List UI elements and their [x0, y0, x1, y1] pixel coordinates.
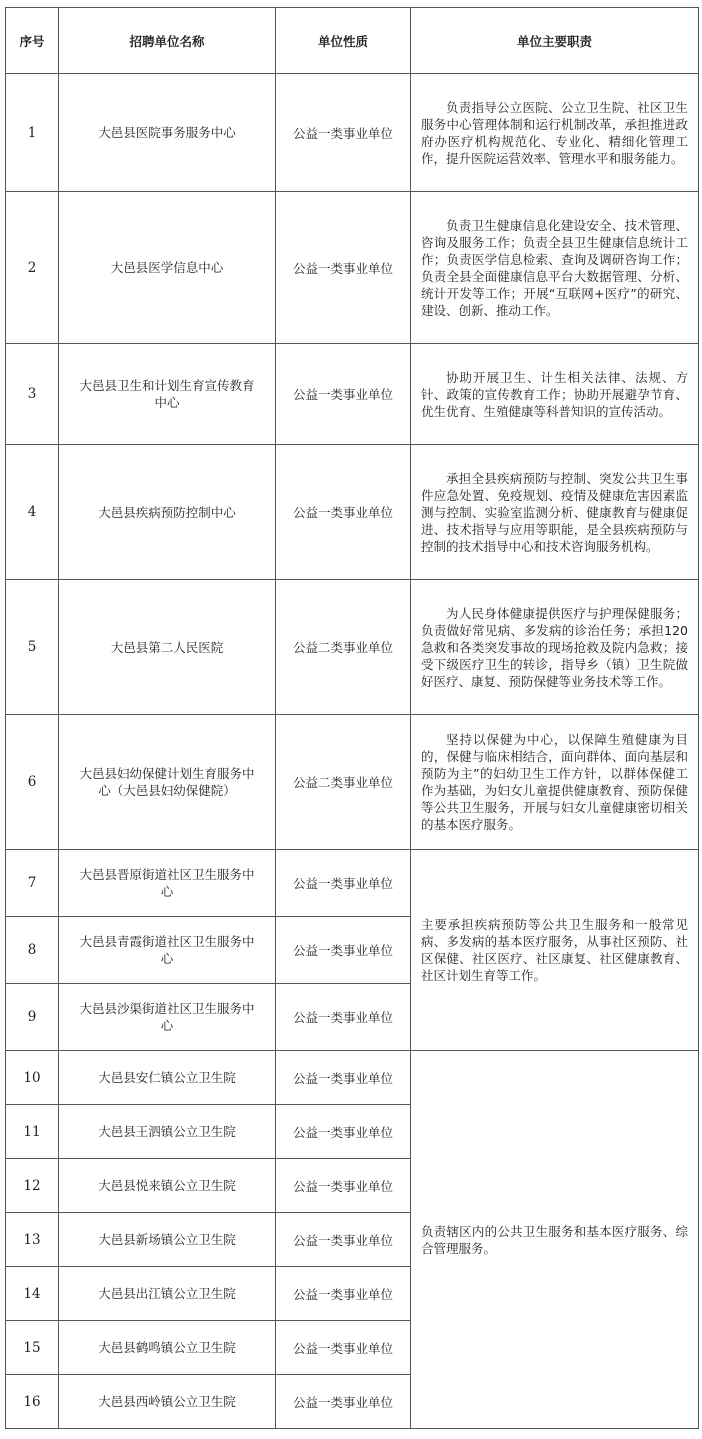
row-number: 2 [6, 192, 59, 344]
table-row [6, 445, 699, 580]
unit-duty: 负责卫生健康信息化建设安全、技术管理、咨询及服务工作；负责全县卫生健康信息统计工作；负责医学信息检索、查询及调研咨询工作；负责全县全面健康信息平台大数据管理、分析、统计开发等工作；开展“互联网+医疗”的研究、建设、创新、推动工作。 [421, 217, 688, 318]
unit-name: 大邑县晋原街道社区卫生服务中心 [59, 850, 276, 917]
row-number: 13 [6, 1213, 59, 1267]
unit-nature: 公益一类事业单位 [276, 74, 411, 192]
row-number: 4 [6, 445, 59, 580]
unit-name: 大邑县新场镇公立卫生院 [59, 1213, 276, 1267]
unit-duty: 协助开展卫生、计生相关法律、法规、方针、政策的宣传教育工作；协助开展避孕节育、优生优育、生殖健康等科普知识的宣传活动。 [421, 369, 688, 419]
unit-nature: 公益一类事业单位 [276, 1051, 411, 1105]
unit-nature: 公益一类事业单位 [276, 917, 411, 984]
unit-duty-cell [411, 715, 699, 850]
table-row [6, 1051, 699, 1105]
unit-name: 大邑县妇幼保健计划生育服务中心（大邑县妇幼保健院） [59, 715, 276, 850]
row-number: 7 [6, 850, 59, 917]
unit-nature: 公益一类事业单位 [276, 850, 411, 917]
unit-name: 大邑县悦来镇公立卫生院 [59, 1159, 276, 1213]
unit-name: 大邑县出江镇公立卫生院 [59, 1267, 276, 1321]
row-number: 3 [6, 344, 59, 445]
table-row [6, 344, 699, 445]
row-number: 5 [6, 580, 59, 715]
unit-duty-cell [411, 445, 699, 580]
unit-nature: 公益一类事业单位 [276, 1321, 411, 1375]
unit-duty-cell [411, 192, 699, 344]
community-duty-cell [411, 850, 699, 1051]
unit-duty: 坚持以保健为中心，以保障生殖健康为目的，保健与临床相结合，面向群体、面向基层和预防为主”的妇幼卫生工作方针，以群体保健工作为基础，为妇女儿童提供健康教育、预防保健等公共卫生服务，开展与妇女儿童健康密切相关的基本医疗服务。 [421, 732, 688, 832]
unit-name: 大邑县沙渠街道社区卫生服务中心 [59, 984, 276, 1051]
unit-duty: 承担全县疾病预防与控制、突发公共卫生事件应急处置、免疫规划、疫情及健康危害因素监测与控制、实验室监测分析、健康教育与健康促进、技术指导与应用等职能，是全县疾病预防与控制的技术指导中心和技术咨询服务机构。 [421, 470, 688, 554]
table-row [6, 74, 699, 192]
unit-nature: 公益一类事业单位 [276, 1375, 411, 1429]
unit-nature: 公益一类事业单位 [276, 1105, 411, 1159]
unit-name: 大邑县鹤鸣镇公立卫生院 [59, 1321, 276, 1375]
unit-nature: 公益二类事业单位 [276, 715, 411, 850]
unit-duty-cell [411, 580, 699, 715]
unit-duty-cell [411, 344, 699, 445]
row-number: 14 [6, 1267, 59, 1321]
header-no: 序号 [6, 8, 59, 74]
community-duty: 主要承担疾病预防等公共卫生服务和一般常见病、多发病的基本医疗服务，从事社区预防、社区保健、社区医疗、社区康复、社区健康教育、社区计划生育等工作。 [421, 917, 688, 983]
recruitment-units-table [5, 7, 699, 1429]
table-row [6, 715, 699, 850]
unit-name: 大邑县西岭镇公立卫生院 [59, 1375, 276, 1429]
table-row [6, 580, 699, 715]
row-number: 8 [6, 917, 59, 984]
row-number: 16 [6, 1375, 59, 1429]
unit-name: 大邑县卫生和计划生育宣传教育中心 [59, 344, 276, 445]
header-unit-name: 招聘单位名称 [59, 8, 276, 74]
unit-nature: 公益一类事业单位 [276, 1267, 411, 1321]
table-row [6, 850, 699, 917]
header-unit-nature: 单位性质 [276, 8, 411, 74]
unit-nature: 公益二类事业单位 [276, 580, 411, 715]
township-duty: 负责辖区内的公共卫生服务和基本医疗服务、综合管理服务。 [421, 1223, 688, 1256]
unit-nature: 公益一类事业单位 [276, 445, 411, 580]
unit-name: 大邑县王泗镇公立卫生院 [59, 1105, 276, 1159]
row-number: 11 [6, 1105, 59, 1159]
unit-nature: 公益一类事业单位 [276, 1213, 411, 1267]
table-row [6, 192, 699, 344]
row-number: 15 [6, 1321, 59, 1375]
unit-name: 大邑县第二人民医院 [59, 580, 276, 715]
unit-name: 大邑县安仁镇公立卫生院 [59, 1051, 276, 1105]
row-number: 6 [6, 715, 59, 850]
unit-nature: 公益一类事业单位 [276, 1159, 411, 1213]
unit-nature: 公益一类事业单位 [276, 192, 411, 344]
unit-duty-cell [411, 74, 699, 192]
header-unit-duties: 单位主要职责 [411, 8, 699, 74]
unit-name: 大邑县医学信息中心 [59, 192, 276, 344]
table-header-row [6, 8, 699, 74]
row-number: 10 [6, 1051, 59, 1105]
unit-name: 大邑县医院事务服务中心 [59, 74, 276, 192]
unit-duty: 负责指导公立医院、公立卫生院、社区卫生服务中心管理体制和运行机制改革，承担推进政府办医疗机构规范化、专业化、精细化管理工作，提升医院运营效率、管理水平和服务能力。 [421, 99, 688, 166]
row-number: 12 [6, 1159, 59, 1213]
unit-nature: 公益一类事业单位 [276, 344, 411, 445]
row-number: 1 [6, 74, 59, 192]
unit-name: 大邑县青霞街道社区卫生服务中心 [59, 917, 276, 984]
unit-name: 大邑县疾病预防控制中心 [59, 445, 276, 580]
unit-duty: 为人民身体健康提供医疗与护理保健服务；负责做好常见病、多发病的诊治任务；承担120急救和各类突发事故的现场抢救及院内急救；接受下级医疗卫生的转诊，指导乡（镇）卫生院做好医疗、康复、预防保健等业务技术等工作。 [421, 605, 688, 689]
row-number: 9 [6, 984, 59, 1051]
township-duty-cell [411, 1051, 699, 1429]
unit-nature: 公益一类事业单位 [276, 984, 411, 1051]
